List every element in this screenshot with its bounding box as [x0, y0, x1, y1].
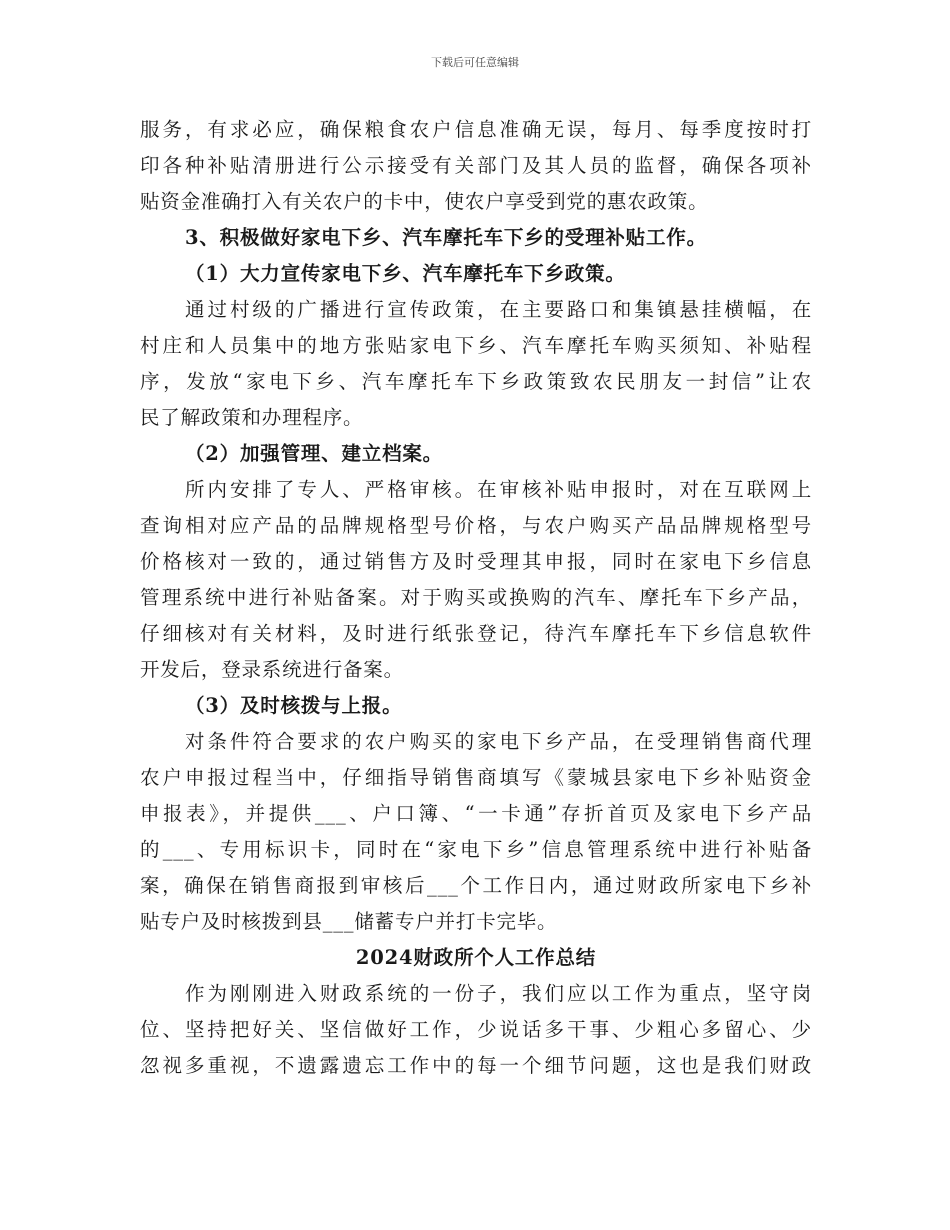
- page-header: 下载后可任意编辑: [431, 56, 519, 69]
- text-line: （2）加强管理、建立档案。: [185, 442, 443, 465]
- text-line: 通过村级的广播进行宣传政策，在主要路口和集镇悬挂横幅，在: [185, 298, 812, 321]
- text-line: 3、积极做好家电下乡、汽车摩托车下乡的受理补贴工作。: [185, 226, 707, 249]
- text-line: 位、坚持把好关、坚信做好工作，少说话多干事、少粗心多留心、少: [140, 1018, 812, 1041]
- text-line: 序，发放“家电下乡、汽车摩托车下乡政策致农民朋友一封信”让农: [140, 370, 812, 393]
- text-line: 价格核对一致的，通过销售方及时受理其申报，同时在家电下乡信息: [140, 550, 812, 573]
- text-line: 查询相对应产品的品牌规格型号价格，与农户购买产品品牌规格型号: [140, 514, 812, 537]
- text-line: 忽视多重视，不遗露遗忘工作中的每一个细节问题，这也是我们财政: [140, 1054, 812, 1077]
- text-line: （1）大力宣传家电下乡、汽车摩托车下乡政策。: [185, 262, 626, 285]
- section-title: 2024财政所个人工作总结: [355, 946, 597, 969]
- text-line: 所内安排了专人、严格审核。在审核补贴申报时，对在互联网上: [185, 478, 812, 501]
- text-line: 服务，有求必应，确保粮食农户信息准确无误，每月、每季度按时打: [140, 118, 812, 141]
- text-line: 管理系统中进行补贴备案。对于购买或换购的汽车、摩托车下乡产品，: [140, 586, 812, 609]
- text-line: 村庄和人员集中的地方张贴家电下乡、汽车摩托车购买须知、补贴程: [140, 334, 812, 357]
- text-line: 作为刚刚进入财政系统的一份子，我们应以工作为重点，坚守岗: [185, 982, 812, 1005]
- text-line: 开发后，登录系统进行备案。: [140, 658, 404, 681]
- text-line: 对条件符合要求的农户购买的家电下乡产品，在受理销售商代理: [185, 730, 812, 753]
- text-line: 仔细核对有关材料，及时进行纸张登记，待汽车摩托车下乡信息软件: [140, 622, 812, 645]
- text-line: 印各种补贴清册进行公示接受有关部门及其人员的监督，确保各项补: [140, 154, 812, 177]
- text-line: （3）及时核拨与上报。: [185, 694, 403, 717]
- text-line: 的___、专用标识卡，同时在“家电下乡”信息管理系统中进行补贴备: [140, 838, 812, 861]
- text-line: 民了解政策和办理程序。: [140, 406, 364, 429]
- text-line: 贴资金准确打入有关农户的卡中，使农户享受到党的惠农政策。: [140, 190, 709, 213]
- text-line: 贴专户及时核拨到县___储蓄专户并打卡完毕。: [140, 910, 558, 933]
- text-line: 案，确保在销售商报到审核后___个工作日内，通过财政所家电下乡补: [140, 874, 812, 897]
- text-line: 申报表》，并提供___、户口簿、“一卡通”存折首页及家电下乡产品: [140, 802, 812, 825]
- text-line: 农户申报过程当中，仔细指导销售商填写《蒙城县家电下乡补贴资金: [140, 766, 812, 789]
- document-body: [140, 112, 812, 1084]
